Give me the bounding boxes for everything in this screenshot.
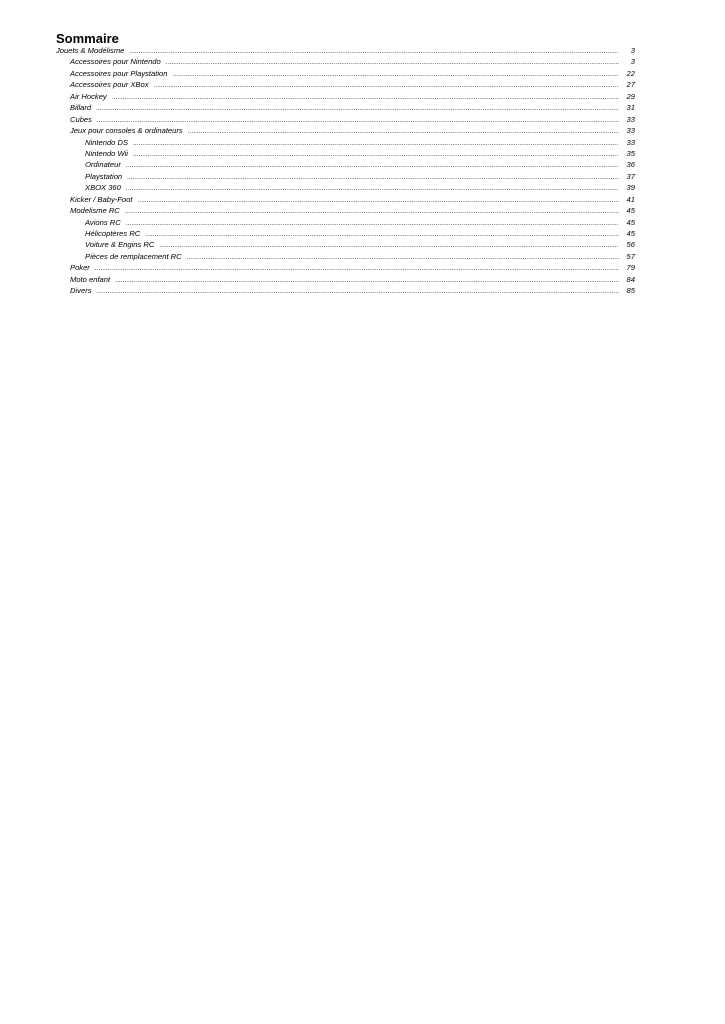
toc-entry-label: Pièces de remplacement RC	[85, 251, 182, 261]
toc-entry-label: Billard	[70, 103, 92, 113]
toc-dot-leader	[127, 173, 619, 184]
toc-entry-page-number: 79	[626, 263, 635, 273]
toc-entry[interactable]	[56, 217, 635, 228]
toc-dot-leader	[126, 161, 619, 172]
toc-entry[interactable]	[56, 137, 635, 148]
toc-entry-page-number: 3	[630, 46, 635, 55]
toc-entry[interactable]	[56, 125, 635, 136]
toc-entry-label: Nintendo DS	[85, 137, 129, 147]
toc-entry[interactable]	[56, 91, 635, 102]
table-of-contents	[56, 45, 635, 297]
toc-entry[interactable]	[56, 194, 635, 205]
toc-dot-leader	[96, 104, 619, 115]
toc-dot-leader	[97, 287, 619, 298]
toc-entry-page-number: 31	[626, 103, 635, 113]
toc-entry[interactable]	[56, 56, 635, 67]
toc-dot-leader	[145, 230, 619, 241]
toc-dot-leader	[126, 184, 619, 195]
toc-entry[interactable]	[56, 102, 635, 113]
toc-entry[interactable]	[56, 274, 635, 285]
toc-dot-leader	[129, 47, 619, 58]
toc-entry-label: Voiture & Engins RC	[85, 240, 155, 250]
toc-entry-page-number: 33	[626, 137, 635, 147]
toc-entry[interactable]	[56, 171, 635, 182]
toc-entry-page-number: 35	[626, 148, 635, 158]
toc-entry-page-number: 22	[626, 68, 635, 78]
toc-entry-label: Accessoires pour Playstation	[70, 68, 168, 78]
toc-entry-label: Hélicoptères RC	[85, 229, 141, 238]
toc-entry-page-number: 39	[626, 183, 635, 193]
toc-dot-leader	[188, 127, 619, 138]
toc-entry-label: Moto enfant	[70, 274, 111, 284]
page-title: Sommaire	[56, 31, 119, 46]
toc-dot-leader	[133, 139, 619, 150]
toc-entry-label: Ordinateur	[85, 160, 121, 170]
toc-dot-leader	[133, 150, 619, 161]
toc-dot-leader	[137, 196, 619, 207]
toc-entry[interactable]	[56, 68, 635, 79]
toc-dot-leader	[95, 264, 619, 275]
toc-entry[interactable]	[56, 228, 635, 239]
toc-entry-label: Jeux pour consoles & ordinateurs	[70, 126, 183, 136]
toc-entry-page-number: 33	[626, 114, 635, 124]
toc-entry[interactable]	[56, 239, 635, 250]
toc-entry[interactable]	[56, 251, 635, 262]
toc-entry-page-number: 37	[626, 171, 635, 181]
toc-entry[interactable]	[56, 148, 635, 159]
toc-dot-leader	[112, 93, 619, 104]
toc-dot-leader	[115, 276, 619, 287]
toc-entry-page-number: 45	[626, 217, 635, 227]
toc-entry-label: Air Hockey	[70, 91, 107, 101]
toc-entry-label: Nintendo Wii	[85, 148, 128, 158]
toc-entry-label: XBOX 360	[85, 183, 121, 193]
toc-entry[interactable]	[56, 114, 635, 125]
toc-entry[interactable]	[56, 45, 635, 56]
toc-entry-page-number: 27	[626, 80, 635, 90]
toc-entry-page-number: 56	[626, 240, 635, 250]
toc-dot-leader	[173, 70, 620, 81]
toc-dot-leader	[159, 241, 619, 252]
toc-entry[interactable]	[56, 205, 635, 216]
document-page	[56, 32, 635, 297]
toc-entry-label: Playstation	[85, 171, 123, 181]
toc-entry-page-number: 33	[626, 126, 635, 136]
toc-entry-label: Avions RC	[85, 217, 121, 227]
toc-entry-label: Kicker / Baby-Foot	[70, 194, 133, 204]
toc-entry-page-number: 84	[626, 274, 635, 284]
toc-entry-label: Accessoires pour XBox	[70, 80, 149, 90]
toc-entry-page-number: 85	[626, 286, 635, 296]
toc-entry[interactable]	[56, 262, 635, 273]
toc-entry-page-number: 36	[626, 160, 635, 170]
toc-entry[interactable]	[56, 79, 635, 90]
toc-entry-page-number: 45	[626, 229, 635, 238]
toc-entry-page-number: 3	[630, 57, 635, 67]
toc-entry-label: Jouets & Modélisme	[56, 46, 125, 55]
toc-entry-page-number: 29	[626, 91, 635, 101]
toc-dot-leader	[126, 219, 619, 230]
toc-entry-label: Poker	[70, 263, 90, 273]
toc-entry-label: Accessoires pour Nintendo	[70, 57, 161, 67]
toc-entry-page-number: 45	[626, 206, 635, 216]
toc-dot-leader	[166, 58, 619, 69]
toc-entry[interactable]	[56, 159, 635, 170]
toc-dot-leader	[125, 207, 619, 218]
toc-dot-leader	[154, 81, 619, 92]
toc-entry[interactable]	[56, 285, 635, 296]
toc-entry-page-number: 57	[626, 251, 635, 261]
toc-dot-leader	[187, 253, 619, 264]
toc-entry[interactable]	[56, 182, 635, 193]
toc-entry-label: Cubes	[70, 114, 92, 124]
toc-entry-page-number: 41	[626, 194, 635, 204]
toc-entry-label: Divers	[70, 286, 92, 296]
toc-entry-label: Modelisme RC	[70, 206, 120, 216]
